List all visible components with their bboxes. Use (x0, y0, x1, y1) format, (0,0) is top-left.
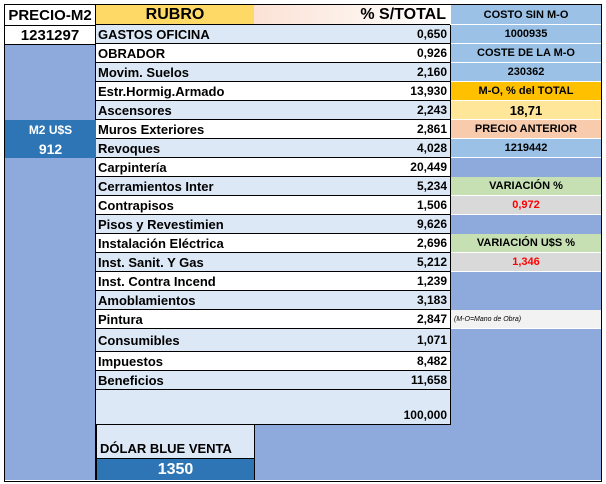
total-value: 100,000 (403, 408, 447, 422)
table-row (96, 329, 451, 352)
table-row (96, 139, 451, 158)
row-value: 2,696 (416, 236, 447, 250)
row-value: 0,650 (416, 27, 447, 41)
table-row (96, 158, 451, 177)
variacion-usd-value: 1,346 (451, 253, 601, 272)
row-name: Contrapisos (98, 197, 174, 213)
row-value: 2,861 (416, 122, 447, 136)
precio-m2-value: 1231297 (5, 25, 96, 45)
row-name: Amoblamientos (98, 292, 196, 308)
row-value: 2,847 (416, 312, 447, 326)
mo-pct-label: M-O, % del TOTAL (451, 82, 601, 101)
precio-m2-label: PRECIO-M2 (5, 5, 96, 25)
row-value: 1,506 (416, 198, 447, 212)
precio-anterior-value: 1219442 (451, 139, 601, 158)
row-name: Consumibles (98, 332, 180, 348)
table-row (96, 253, 451, 272)
row-value: 2,243 (416, 103, 447, 117)
table-row (96, 352, 451, 371)
variacion-usd-label: VARIACIÓN U$S % (451, 234, 601, 253)
row-name: Inst. Sanit. Y Gas (98, 254, 204, 270)
variacion-label: VARIACIÓN % (451, 177, 601, 196)
row-value: 0,926 (416, 46, 447, 60)
right-blue-filler (451, 215, 601, 234)
table-row (96, 82, 451, 101)
right-blue-filler (451, 329, 601, 480)
row-name: Pintura (98, 311, 143, 327)
costo-sin-mo-value: 1000935 (451, 25, 601, 44)
row-value: 8,482 (416, 354, 447, 368)
row-value: 4,028 (416, 141, 447, 155)
row-name: Beneficios (98, 372, 164, 388)
table-row (96, 310, 451, 329)
total-header: % S/TOTAL (254, 5, 450, 25)
row-value: 3,183 (416, 293, 447, 307)
table-row (96, 196, 451, 215)
row-name: Movim. Suelos (98, 64, 190, 80)
rubro-header: RUBRO (96, 5, 254, 25)
row-name: OBRADOR (98, 45, 166, 61)
row-name: Ascensores (98, 102, 172, 118)
row-value: 1,239 (416, 274, 447, 288)
row-name: Impuestos (98, 353, 164, 369)
dolar-blue-label: DÓLAR BLUE VENTA (96, 425, 255, 459)
right-blue-filler (451, 272, 601, 310)
coste-mo-value: 230362 (451, 63, 601, 82)
row-name: Instalación Eléctrica (98, 235, 224, 251)
table-row (96, 215, 451, 234)
row-value: 20,449 (410, 160, 447, 174)
table-row (96, 272, 451, 291)
table-row (96, 234, 451, 253)
row-name: Cerramientos Inter (98, 178, 214, 194)
row-value: 9,626 (416, 217, 447, 231)
blue-filler (255, 425, 451, 480)
table-row (96, 44, 451, 63)
table-row (96, 120, 451, 139)
table-row (96, 371, 451, 390)
m2-usd-value: 912 (5, 139, 96, 158)
table-row (96, 291, 451, 310)
row-value: 13,930 (410, 84, 447, 98)
variacion-value: 0,972 (451, 196, 601, 215)
dolar-blue-value: 1350 (96, 459, 255, 480)
costo-sin-mo-label: COSTO SIN M-O (451, 5, 601, 25)
table-row (96, 25, 451, 44)
right-blue-filler (451, 158, 601, 177)
mo-pct-value: 18,71 (451, 101, 601, 120)
precio-anterior-label: PRECIO ANTERIOR (451, 120, 601, 139)
left-blue-column (5, 45, 96, 480)
table-row (96, 177, 451, 196)
table-row (96, 101, 451, 120)
row-value: 5,212 (416, 255, 447, 269)
row-name: Muros Exteriores (98, 121, 205, 137)
mo-note: (M-O=Mano de Obra) (451, 310, 601, 329)
row-name: Estr.Hormig.Armado (98, 83, 225, 99)
total-cell (96, 390, 451, 425)
table-row (96, 63, 451, 82)
row-value: 5,234 (416, 179, 447, 193)
row-value: 11,658 (410, 373, 447, 387)
row-name: Revoques (98, 140, 161, 156)
coste-mo-label: COSTE DE LA M-O (451, 44, 601, 63)
row-name: Inst. Contra Incend (98, 273, 216, 289)
m2-usd-label: M2 U$S (5, 120, 96, 139)
row-value: 2,160 (416, 65, 447, 79)
row-name: Pisos y Revestimien (98, 216, 224, 232)
row-name: GASTOS OFICINA (98, 26, 210, 42)
row-name: Carpintería (98, 159, 167, 175)
row-value: 1,071 (416, 333, 447, 347)
